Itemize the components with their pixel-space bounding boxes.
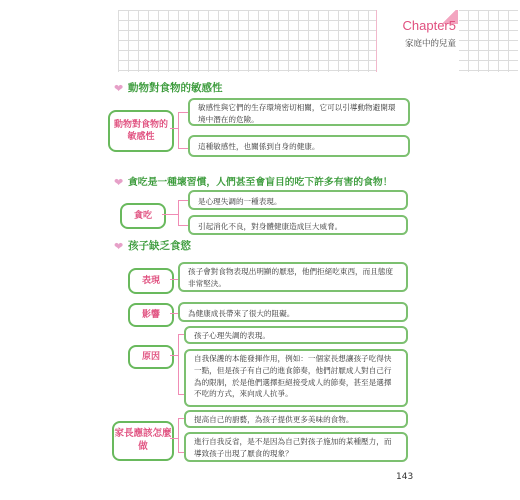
text-box: 提高自己的廚藝，為孩子提供更多美味的食物。 (184, 410, 408, 428)
connector-line (170, 128, 178, 129)
connector-line (170, 355, 178, 356)
label-greedy: 貪吃 (120, 203, 166, 229)
heart-icon: ❤ (114, 82, 124, 95)
chapter-subtitle: 家庭中的兒童 (404, 39, 456, 49)
text-box: 這種敏感性，也關係到自身的健康。 (188, 135, 410, 157)
text-box: 敏感性與它們的生存環境密切相關，它可以引導動物避開環境中潛在的危險。 (188, 98, 410, 126)
text-box: 引起消化不良，對身體健康造成巨大威脅。 (188, 215, 408, 235)
text-box: 是心理失調的一種表現。 (188, 190, 408, 210)
label-impact: 影響 (128, 303, 174, 327)
text-box: 孩子心理失調的表現。 (184, 326, 408, 344)
connector-line (170, 313, 178, 314)
connector-line (178, 112, 179, 148)
label-cause: 原因 (128, 345, 174, 369)
label-performance: 表現 (128, 268, 174, 294)
text-box: 自我保護的本能發揮作用，例如：一個家長想讓孩子吃得快一點，但是孩子有自己的進食節奏，他們討厭成人對自己行為的限制，於是他們選擇拒絕接受成人的節奏，甚至是選擇不吃的方式，來向成人抗爭。 (184, 349, 408, 407)
label-sensitivity: 動物對食物的敏感性 (108, 110, 174, 152)
heart-icon: ❤ (114, 240, 124, 253)
chapter-title: Chapter5 (402, 18, 456, 33)
connector-line (170, 279, 178, 280)
label-parents-should: 家長應該怎麼做 (112, 421, 174, 461)
connector-line (162, 214, 178, 215)
heart-icon: ❤ (114, 176, 124, 189)
section-title-appetite: 孩子缺乏食慾 (128, 240, 191, 252)
page-number: 143 (396, 472, 414, 482)
connector-line (178, 418, 179, 452)
connector-line (178, 200, 179, 225)
section-title-greedy: 貪吃是一種壞習慣，人們甚至會盲目的吃下許多有害的食物！ (128, 177, 393, 188)
text-box: 進行自我反省，是不是因為自己對孩子施加的某種壓力，而導致孩子出現了厭食的現象？ (184, 432, 408, 462)
section-title-sensitivity: 動物對食物的敏感性 (128, 82, 223, 94)
connector-line (178, 334, 179, 394)
text-box: 為健康成長帶來了很大的阻礙。 (178, 302, 408, 322)
connector-line (170, 438, 178, 439)
text-box: 孩子會對食物表現出明顯的厭惡，他們拒絕吃東西，而且態度非常堅決。 (178, 262, 408, 292)
